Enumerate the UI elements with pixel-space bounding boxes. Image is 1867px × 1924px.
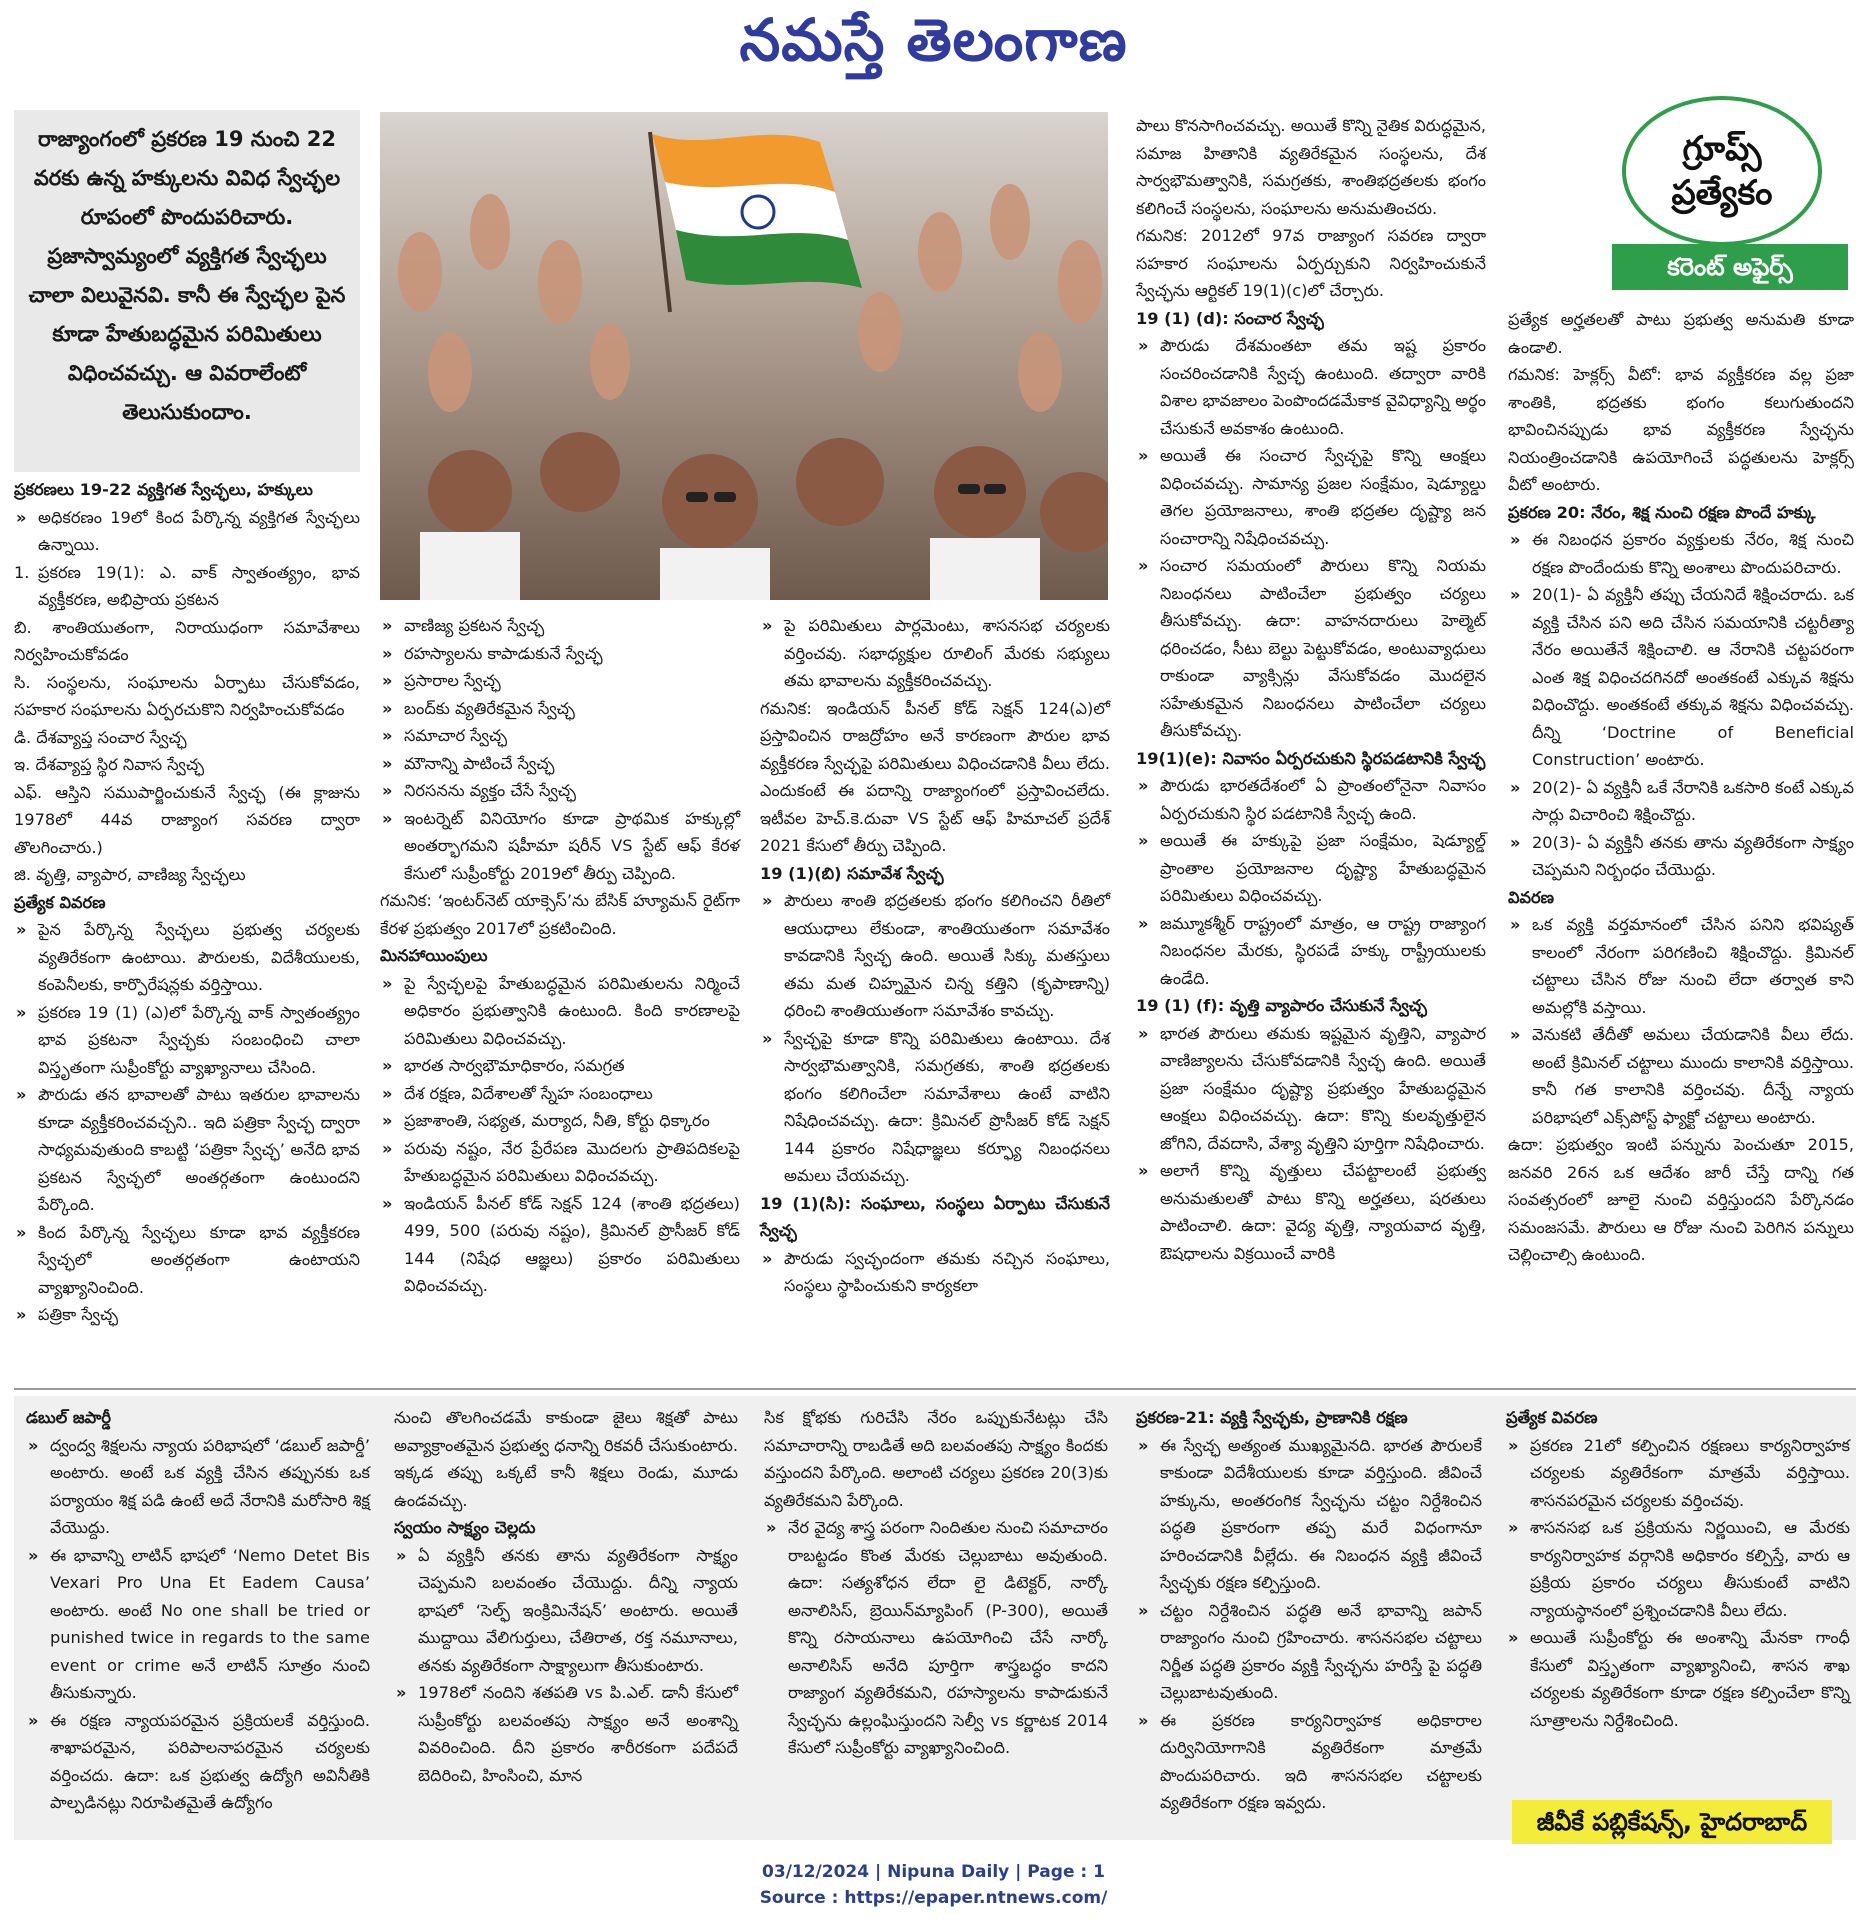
paragraph: డి. దేశవ్యాప్త సంచార స్వేచ్ఛ: [14, 727, 187, 747]
bottom-column-5: [1506, 1404, 1850, 1734]
intro-text: రాజ్యాంగంలో ప్రకరణ 19 నుంచి 22 వరకు ఉన్న హక్కులను వివిధ స్వేచ్ఛల రూపంలో పొందుపరిచారు. ప్రజాస్వామ్యంలో వ్యక్తిగత స్వేచ్ఛలు చాలా విలువైనవి. కానీ ఈ స్వేచ్ఛల పైన కూడా హేతుబద్ధమైన పరిమితులు విధించవచ్చు. ఆ వివరాలేంటో తెలుసుకుందాం.: [28, 127, 346, 424]
intro-box: [14, 110, 360, 472]
bottom-column-3: [764, 1404, 1108, 1762]
bullet-item: » నేర వైద్య శాస్త్ర పరంగా నిందితుల నుంచి సమాచారం రాబట్టడం కొంత మేరకు చెల్లుబాటు అవుతుంది. ఉదా: సత్యశోధన లేదా లై డిటెక్టర్, నార్కో అనాలిసిస్, బ్రెయిన్‌మ్యాపింగ్ (P-300), అయితే కొన్ని రసాయనాలు ఉపయోగించి చేసే నార్కో అనాలిసిస్ అనేది పూర్తిగా శాస్త్రబద్ధం కాదని రాజ్యాంగ వ్యతిరేకమని, రహస్యాలను కాపాడుకునే స్వేచ్ఛను ఉల్లంఘిస్తుందని సెల్వీ vs కర్ణాటక 2014 కేసులో సుప్రీంకోర్టు వ్యాఖ్యానించింది.: [764, 1514, 1108, 1762]
bottom-column-4: [1136, 1404, 1482, 1817]
paragraph: ప్రత్యేక అర్హతలతో పాటు ప్రభుత్వ అనుమతి కూడా ఉండాలి.: [1508, 310, 1854, 357]
bullet-item: » భారత సార్వభౌమాధికారం, సమగ్రత: [380, 1052, 740, 1080]
section-divider: [14, 1388, 1856, 1390]
column-5: [1508, 306, 1854, 1269]
bullet-item: » ఈ స్వేచ్ఛ అత్యంత ముఖ్యమైనది. భారత పౌరులకే కాకుండా విదేశీయులకు కూడా వర్తిస్తుంది. జీవించే హక్కును, అంతరంగిక స్వేచ్ఛను చట్టం నిర్దేశించిన పద్ధతి ప్రకారంగా తప్ప మరే విధంగానూ హరించడానికి వీల్లేదు. ఈ నిబంధన వ్యక్తి జీవించే స్వేచ్ఛకు రక్షణ కల్పిస్తుంది.: [1136, 1432, 1482, 1597]
column-4: [1136, 112, 1486, 1267]
paragraph: ఉదా: ప్రభుత్వం ఇంటి పన్నును పెంచుతూ 2015, జనవరి 26న ఒక ఆదేశం జారీ చేస్తే దాన్ని గత సంవత్సరంలో జూలై నుంచి వర్తిస్తుందని పేర్కొనడం సమంజసమే. పౌరులు ఆ రోజు నుంచి పెరిగిన పన్నులు చెల్లించాల్సి ఉంటుంది.: [1508, 1135, 1854, 1264]
bullet-item: » మౌనాన్ని పాటించే స్వేచ్ఛ: [380, 750, 740, 778]
section-heading: 19 (1)(బి) సమావేశ స్వేచ్ఛ: [760, 863, 944, 883]
bullet-item: » పౌరుడు దేశమంతటా తమ ఇష్ట ప్రకారం సంచరించడానికి స్వేచ్ఛ ఉంటుంది. తద్వారా వారికి విశాల భావజాలం పెంపొందడమేకాక వైవిధ్యాన్ని అర్థం చేసుకునే అవకాశం ఉంటుంది.: [1136, 332, 1486, 442]
paragraph: గమనిక: ‘ఇంటర్‌నెట్ యాక్సెస్’ను బేసిక్ హ్యూమన్ రైట్‌గా కేరళ ప్రభుత్వం 2017లో ప్రకటించింది.: [380, 891, 740, 938]
column-2: [380, 612, 740, 1300]
paragraph: జి. వృత్తి, వ్యాపార, వాణిజ్య స్వేచ్ఛలు: [14, 865, 246, 884]
badge-subtitle: కరెంట్ అఫైర్స్: [1612, 244, 1848, 290]
crowd-flag-photo: [380, 112, 1108, 600]
bullet-item: » పౌరుడు భారతదేశంలో ఏ ప్రాంతంలోనైనా నివాసం ఏర్పరచుకుని స్థిర పడటానికి స్వేచ్ఛ ఉంది.: [1136, 772, 1486, 827]
paragraph: ఇ. దేశవ్యాప్త స్థిర నివాస స్వేచ్ఛ: [14, 755, 205, 774]
section-heading: 19(1)(e): నివాసం ఏర్పరచుకుని స్థిరపడటానికి స్వేచ్ఛ: [1136, 748, 1486, 768]
bullet-item: » ఈ నిబంధన ప్రకారం వ్యక్తులకు నేరం, శిక్ష నుంచి రక్షణ పొందేందుకు కొన్ని అంశాలు పొందుపరిచారు.: [1508, 526, 1854, 581]
bullet-item: » పై స్వేచ్ఛలపై హేతుబద్ధమైన పరిమితులను నిర్మించే అధికారం ప్రభుత్వానికి ఉంటుంది. కింది కారణాలపై పరిమితులు విధించవచ్చు.: [380, 970, 740, 1053]
paragraph: గమనిక: ఇండియన్ పీనల్ కోడ్ సెక్షన్ 124(ఎ)లో ప్రస్తావించిన రాజద్రోహం అనే కారణంగా పౌరుల భావ వ్యక్తీకరణ స్వేచ్ఛపై పరిమితులు విధించడానికి వీలు లేదు. ఎందుకంటే ఈ పదాన్ని రాజ్యాంగంలో ప్రస్తావించలేదు. ఇటీవల హెచ్.కె.దువా VS స్టేట్ ఆఫ్ హిమాచల్ ప్రదేశ్ 2021 కేసులో తీర్పు చెప్పింది.: [760, 698, 1110, 855]
item-text: ప్రకరణ 19(1): ఎ. వాక్ స్వాతంత్య్రం, భావ వ్యక్తీకరణ, అభిప్రాయ ప్రకటన: [38, 562, 360, 609]
section-heading: ప్రత్యేక వివరణ: [14, 892, 106, 912]
bullet-item: » ప్రసారాల స్వేచ్ఛ: [380, 667, 740, 695]
bullet-item: » అలాగే కొన్ని వృత్తులు చేపట్టాలంటే ప్రభుత్వ అనుమతులతో పాటు కొన్ని అర్హతలు, షరతులు పాటించాలి. ఉదా: వైద్య వృత్తి, న్యాయవాద వృత్తి, ఔషధాలను విక్రయించే వారికి: [1136, 1157, 1486, 1267]
bullet-item: » పై పరిమితులు పార్లమెంటు, శాసనసభ చర్యలకు వర్తించవు. సభాధ్యక్షుల రూలింగ్ మేరకు సభ్యులు తమ భావాలను వ్యక్తీకరించవచ్చు.: [760, 612, 1110, 695]
section-heading: ప్రత్యేక వివరణ: [1506, 1408, 1598, 1427]
footer-source-link[interactable]: Source : https://epaper.ntnews.com/: [759, 1888, 1108, 1908]
bullet-item: » ఈ రక్షణ న్యాయపరమైన ప్రక్రియలకే వర్తిస్తుంది. శాఖాపరమైన, పరిపాలనాపరమైన చర్యలకు వర్తించదు. ఉదా: ఒక ప్రభుత్వ ఉద్యోగి అవినీతికి పాల్పడినట్లు నిరూపితమైతే ఉద్యోగం: [26, 1707, 370, 1817]
groups-special-badge: [1612, 96, 1848, 292]
masthead: నమస్తే తెలంగాణ: [739, 6, 1128, 74]
bullet-item: » శాసనసభ ఒక ప్రక్రియను నిర్ణయించి, ఆ మేరకు కార్యనిర్వాహక వర్గానికి అధికారం కల్పిస్తే, వారు ఆ ప్రక్రియ ప్రకారం చర్యలు తీసుకుంటే వాటిని న్యాయస్థానంలో ప్రశ్నించడానికి వీలు లేదు.: [1506, 1514, 1850, 1624]
bullet-item: » పౌరుడు స్వచ్ఛందంగా తమకు నచ్చిన సంఘాలు, సంస్థలు స్థాపించుకుని కార్యకలా: [760, 1245, 1110, 1300]
bullet-item: » ఈ భావాన్ని లాటిన్ భాషలో ‘Nemo Detet Bis Vexari Pro Una Et Eadem Causa’ అంటారు. అంటే No one shall be tried or punished twice in regards to the same event or crime అనే లాటిన్ సూత్రం నుంచి తీసుకున్నారు.: [26, 1542, 370, 1707]
item-number: 1.: [14, 562, 30, 582]
bullet-item: » సమాచార స్వేచ్ఛ: [380, 722, 740, 750]
bullet-item: » కింద పేర్కొన్న స్వేచ్ఛలు కూడా భావ వ్యక్తీకరణ స్వేచ్ఛలో అంతర్గతంగా ఉంటాయని వ్యాఖ్యానించింది.: [14, 1219, 360, 1302]
bullet-item: » పరువు నష్టం, నేర ప్రేరేపణ మొదలగు ప్రాతిపదికలపై హేతుబద్ధమైన పరిమితులు విధించవచ్చు.: [380, 1135, 740, 1190]
section-heading: ప్రకరణలు 19-22 వ్యక్తిగత స్వేచ్ఛలు, హక్కులు: [14, 480, 313, 499]
badge-title-line2: ప్రత్యేకం: [1671, 173, 1773, 213]
bullet-item: » రహస్యాలను కాపాడుకునే స్వేచ్ఛ: [380, 640, 740, 668]
bullet-item: » స్వేచ్ఛపై కూడా కొన్ని పరిమితులు ఉంటాయి. దేశ సార్వభౌమత్వానికి, సమగ్రతకు, శాంతి భద్రతలకు భంగం కలిగించేలా సమావేశాలు ఉంటే వాటిని నిషేధించవచ్చు. ఉదా: క్రిమినల్ ప్రొసీజర్ కోడ్ సెక్షన్ 144 ప్రకారం నిషేధాజ్ఞలు కర్ఫ్యూ నిబంధనలు అమలు చేయవచ్చు.: [760, 1025, 1110, 1190]
column-1: [14, 476, 360, 1329]
bullet-item: » ప్రకరణ 21లో కల్పించిన రక్షణలు కార్యనిర్వాహక చర్యలకు వ్యతిరేకంగా మాత్రమే వర్తిస్తాయి. శాసనపరమైన చర్యలకు వర్తించవు.: [1506, 1432, 1850, 1515]
bottom-column-2: [394, 1404, 738, 1789]
paragraph: గమనిక: హెక్లర్స్ వీటో: భావ వ్యక్తీకరణ వల్ల ప్రజా శాంతికి, భద్రతకు భంగం కలుగుతుందని భావించినప్పుడు భావ వ్యక్తీకరణ స్వేచ్ఛను నియంత్రించడానికి ఉపయోగించే పద్ధతులను హెక్లర్స్ వీటో అంటారు.: [1508, 365, 1854, 494]
bullet-item: » అయితే ఈ హక్కుపై ప్రజా సంక్షేమం, షెడ్యూల్డ్ ప్రాంతాల ప్రయోజనాల దృష్ట్యా హేతుబద్ధమైన పరిమితులు విధించవచ్చు.: [1136, 827, 1486, 910]
bullet-item: » ద్వంద్వ శిక్షలను న్యాయ పరిభాషలో ‘డబుల్ జపార్డీ’ అంటారు. అంటే ఒక వ్యక్తి చేసిన తప్పునకు ఒక పర్యాయం శిక్ష పడి ఉంటే అదే నేరానికి మరోసారి శిక్ష వేయొద్దు.: [26, 1432, 370, 1542]
paragraph: నుంచి తొలగించడమే కాకుండా జైలు శిక్షతో పాటు అవ్యాక్రాంతమైన ప్రభుత్వ ధనాన్ని రికవరీ చేసుకుంటారు. ఇక్కడ తప్పు ఒక్కటే కానీ శిక్షలు రెండు, మూడు ఉండవచ్చు.: [394, 1408, 738, 1510]
bullet-item: » 1978లో నందిని శతపతి vs పి.ఎల్. డానీ కేసులో సుప్రీంకోర్టు బలవంతపు సాక్ష్యం అనే అంశాన్ని వివరించింది. దీని ప్రకారం శారీరకంగా పదేపదే బెదిరించి, హింసించి, మాన: [394, 1679, 738, 1789]
badge-oval: [1622, 96, 1822, 246]
section-heading: మినహాయింపులు: [380, 946, 488, 965]
bullet-item: » ఒక వ్యక్తి వర్తమానంలో చేసిన పనిని భవిష్యత్ కాలంలో నేరంగా పరిగణించి శిక్షించొద్దు. క్రిమినల్ చట్టాలు చేసిన రోజు నుంచి లేదా తర్వాత కాని అమల్లోకి వస్తాయి.: [1508, 911, 1854, 1021]
bullet-item: » పౌరులు శాంతి భద్రతలకు భంగం కలిగించని రీతిలో ఆయుధాలు లేకుండా, శాంతియుతంగా సమావేశం కావడానికి స్వేచ్ఛ ఉంది. అయితే సిక్కు మతస్తులు తమ మత చిహ్నమైన చిన్న కత్తిని (కృపాణాన్ని) ధరించి శాంతియుతంగా సమావేశం కావచ్చు.: [760, 887, 1110, 1025]
section-heading: 19 (1) (f): వృత్తి వ్యాపారం చేసుకునే స్వేచ్ఛ: [1136, 996, 1427, 1015]
bullet-item: » పౌరుడు తన భావాలతో పాటు ఇతరుల భావాలను కూడా వ్యక్తీకరించవచ్చని.. ఇది పత్రికా స్వేచ్ఛ ద్వారా సాధ్యమవుతుంది కాబట్టి ‘పత్రికా స్వేచ్ఛ’ అనేది భావ ప్రకటన స్వేచ్ఛలో అంతర్గతంగా ఉంటుందని పేర్కొంది.: [14, 1081, 360, 1219]
bullet-item: » ప్రజాశాంతి, సభ్యత, మర్యాద, నీతి, కోర్టు ధిక్కారం: [380, 1107, 740, 1135]
bullet-item: » ప్రకరణ 19 (1) (ఎ)లో పేర్కొన్న వాక్ స్వాతంత్య్రం భావ ప్రకటనా స్వేచ్ఛకు సంబంధించి చాలా విస్తృతంగా సుప్రీంకోర్టు వ్యాఖ్యానాలు చేసింది.: [14, 999, 360, 1082]
bullet-item: » ఇండియన్ పీనల్ కోడ్ సెక్షన్ 124 (శాంతి భద్రతలు) 499, 500 (పరువు నష్టం), క్రిమినల్ ప్రొసీజర్ కోడ్ 144 (నిషేధ ఆజ్ఞలు) ప్రకారం పరిమితులు విధించవచ్చు.: [380, 1190, 740, 1300]
bullet-item: » 20(2)- ఏ వ్యక్తినీ ఒకే నేరానికి ఒకసారి కంటే ఎక్కువ సార్లు విచారించి శిక్షించొద్దు.: [1508, 774, 1854, 829]
section-heading: 19 (1) (d): సంచార స్వేచ్ఛ: [1136, 308, 1324, 328]
bullet-item: » అధికరణం 19లో కింద పేర్కొన్న వ్యక్తిగత స్వేచ్ఛలు ఉన్నాయి.: [14, 504, 360, 559]
numbered-item: [14, 559, 360, 614]
bullet-item: » జమ్మూకశ్మీర్ రాష్ట్రంలో మాత్రం, ఆ రాష్ట్ర రాజ్యాంగ నిబంధనల మేరకు, స్థిరపడే హక్కు రాష్ట్రీయులకు ఉండేది.: [1136, 910, 1486, 993]
paragraph: ఎఫ్. ఆస్తిని సముపార్జించుకునే స్వేచ్ఛ (ఈ క్లాజును 1978లో 44వ రాజ్యాంగ సవరణ ద్వారా తొలగించారు.): [14, 782, 360, 857]
section-heading: ప్రకరణ 20: నేరం, శిక్ష నుంచి రక్షణ పొందే హక్కు: [1508, 502, 1816, 522]
bullet-item: » పత్రికా స్వేచ్ఛ: [14, 1301, 360, 1329]
footer-date-line: 03/12/2024 | Nipuna Daily | Page : 1: [762, 1862, 1105, 1882]
bullet-item: » చట్టం నిర్దేశించిన పద్ధతి అనే భావాన్ని జపాన్ రాజ్యాంగం నుంచి గ్రహించారు. శాసనసభల చట్టాలు నిర్ణీత పద్ధతి ప్రకారం వ్యక్తి స్వేచ్ఛను హరిస్తే పై పద్ధతి చెల్లుబాటవుతుంది.: [1136, 1597, 1482, 1707]
bullet-item: » భారత పౌరులు తమకు ఇష్టమైన వృత్తిని, వ్యాపార వాణిజ్యాలను చేసుకోవడానికి స్వేచ్ఛ ఉంది. అయితే ప్రజా సంక్షేమం దృష్ట్యా ప్రభుత్వం హేతుబద్ధమైన ఆంక్షలు విధించవచ్చు. ఉదా: కొన్ని కులవృత్తులైన జోగిని, దేవదాసి, వేశ్యా వృత్తిని పూర్తిగా నిషేధించారు.: [1136, 1020, 1486, 1158]
bullet-item: » నిరసనను వ్యక్తం చేసే స్వేచ్ఛ: [380, 777, 740, 805]
bullet-item: » వాణిజ్య ప్రకటన స్వేచ్ఛ: [380, 612, 740, 640]
bullet-item: » ఏ వ్యక్తినీ తనకు తాను వ్యతిరేకంగా సాక్ష్యం చెప్పమని బలవంతం చేయొద్దు. దీన్ని న్యాయ భాషలో ‘సెల్ఫ్ ఇంక్రిమినేషన్’ అంటారు. అయితే ముద్దాయి వేలిగుర్తులు, చేతిరాత, రక్త నమూనాలు, తనకు వ్యతిరేకంగా సాక్ష్యాలుగా తీసుకుంటారు.: [394, 1542, 738, 1680]
badge-title-line1: గ్రూప్స్: [1682, 129, 1762, 169]
bullet-item: » దేశ రక్షణ, విదేశాలతో స్నేహ సంబంధాలు: [380, 1080, 740, 1108]
bullet-item: » వెనుకటి తేదీతో అమలు చేయడానికి వీలు లేదు. అంటే క్రిమినల్ చట్టాలు ముందు కాలానికి వర్తిస్తాయి. కానీ గత కాలానికి వర్తించవు. దీన్నే న్యాయ పరిభాషలో ఎక్స్‌పోస్ట్ ఫ్యాక్టో చట్టాలు అంటారు.: [1508, 1021, 1854, 1131]
bullet-item: » పైన పేర్కొన్న స్వేచ్ఛలు ప్రభుత్వ చర్యలకు వ్యతిరేకంగా ఉంటాయి. పౌరులకు, విదేశీయులకు, కంపెనీలకు, కార్పొరేషన్లకు వర్తిస్తాయి.: [14, 916, 360, 999]
bullet-item: » ఇంటర్నెట్ వినియోగం కూడా ప్రాథమిక హక్కుల్లో అంతర్భాగమని షహీమా షరీన్ VS స్టేట్ ఆఫ్ కేరళ కేసులో సుప్రీంకోర్టు 2019లో తీర్పు చెప్పింది.: [380, 805, 740, 888]
bullet-item: » 20(3)- ఏ వ్యక్తినీ తనకు తాను వ్యతిరేకంగా సాక్ష్యం చెప్పమని నిర్బంధం చేయొద్దు.: [1508, 829, 1854, 884]
column-3: [760, 612, 1110, 1300]
bullet-item: » సంచార సమయంలో పౌరులు కొన్ని నియమ నిబంధనలు పాటించేలా ప్రభుత్వం చర్యలు తీసుకోవచ్చు. ఉదా: వాహనదారులు హెల్మెట్ ధరించడం, సీటు బెల్టు పెట్టుకోవడం, అంటువ్యాధులు రాకుండా వ్యాక్సిన్లు వేసుకోవడం మొదలైన సహేతుకమైన నిబంధనలు పాటించేలా చర్యలు తీసుకోవచ్చు.: [1136, 552, 1486, 745]
paragraph: సిక క్షోభకు గురిచేసి నేరం ఒప్పుకునేటట్లు చేసి సమాచారాన్ని రాబడితే అది బలవంతపు సాక్ష్యం కిందకు వస్తుందని పేర్కొంది. అలాంటి చర్యలు ప్రకరణ 20(3)కు వ్యతిరేకమని పేర్కొంది.: [764, 1408, 1108, 1510]
section-heading: వివరణ: [1508, 887, 1554, 907]
bullet-item: » ఈ ప్రకరణ కార్యనిర్వాహక అధికారాల దుర్వినియోగానికి వ్యతిరేకంగా మాత్రమే పొందుపరిచారు. ఇది శాసనసభల చట్టాలకు వ్యతిరేకంగా రక్షణ ఇవ్వదు.: [1136, 1707, 1482, 1817]
publisher-box: జీవీకే పబ్లికేషన్స్, హైదరాబాద్: [1512, 1800, 1832, 1844]
bullet-item: » అయితే సుప్రీంకోర్టు ఈ అంశాన్ని మేనకా గాంధీ కేసులో విస్తృతంగా వ్యాఖ్యానించి, శాసన శాఖ చర్యలకు వ్యతిరేకంగా కూడా రక్షణ కల్పించేలా కొన్ని సూత్రాలను నిర్దేశించింది.: [1506, 1624, 1850, 1734]
bullet-item: » 20(1)- ఏ వ్యక్తినీ తప్పు చేయనిదే శిక్షించరాదు. ఒక వ్యక్తి చేసిన పని అది చేసిన సమయానికి చట్టరీత్యా నేరం అయితేనే శిక్షించాలి. ఆ నేరానికి చట్టపరంగా ఎంత శిక్ష విధించదగినదో అంతకంటే ఎక్కువ శిక్షను విధించొద్దు. అంతకంటే తక్కువ శిక్షను విధించవచ్చు. దీన్ని ‘Doctrine of Beneficial Construction’ అంటారు.: [1508, 581, 1854, 774]
section-heading: డబుల్ జపార్డీ: [26, 1408, 111, 1427]
paragraph: సి. సంస్థలను, సంఘాలను ఏర్పాటు చేసుకోవడం, సహకార సంఘాలను ఏర్పరచుకొని నిర్వహించుకోవడం: [14, 672, 360, 719]
bullet-item: » బంద్‌కు వ్యతిరేకమైన స్వేచ్ఛ: [380, 695, 740, 723]
paragraph: గమనిక: 2012లో 97వ రాజ్యాంగ సవరణ ద్వారా సహకార సంఘాలను ఏర్పర్చుకుని నిర్వహించుకునే స్వేచ్ఛను ఆర్టికల్ 19(1)(c)లో చేర్చారు.: [1136, 226, 1486, 300]
paragraph: పాలు కొనసాగించవచ్చు. అయితే కొన్ని నైతిక విరుద్ధమైన, సమాజ హితానికి వ్యతిరేకమైన సంస్థలను, దేశ సార్వభౌమత్వానికి, సమగ్రతకు, శాంతిభద్రతలకు భంగం కలిగించే సంస్థలను, సంఘాలను అనుమతించరు.: [1136, 116, 1486, 218]
bottom-column-1: [26, 1404, 370, 1817]
paragraph: బి. శాంతియుతంగా, నిరాయుధంగా సమావేశాలు నిర్వహించుకోవడం: [14, 617, 360, 664]
photo-illustration: [380, 112, 1108, 600]
section-heading: 19 (1)(సి): సంఘాలు, సంస్థలు ఏర్పాటు చేసుకునే స్వేచ్ఛ: [760, 1193, 1110, 1240]
section-heading: ప్రకరణ-21: వ్యక్తి స్వేచ్ఛకు, ప్రాణానికి రక్షణ: [1136, 1408, 1408, 1427]
section-heading: స్వయం సాక్ష్యం చెల్లదు: [394, 1518, 536, 1537]
bullet-item: » అయితే ఈ సంచార స్వేచ్ఛపై కొన్ని ఆంక్షలు విధించవచ్చు. సామాన్య ప్రజల సంక్షేమం, షెడ్యూల్డు తెగల ప్రయోజనాలు, శాంతి భద్రతల దృష్ట్యా జన సంచారాన్ని నిషేధించవచ్చు.: [1136, 442, 1486, 552]
